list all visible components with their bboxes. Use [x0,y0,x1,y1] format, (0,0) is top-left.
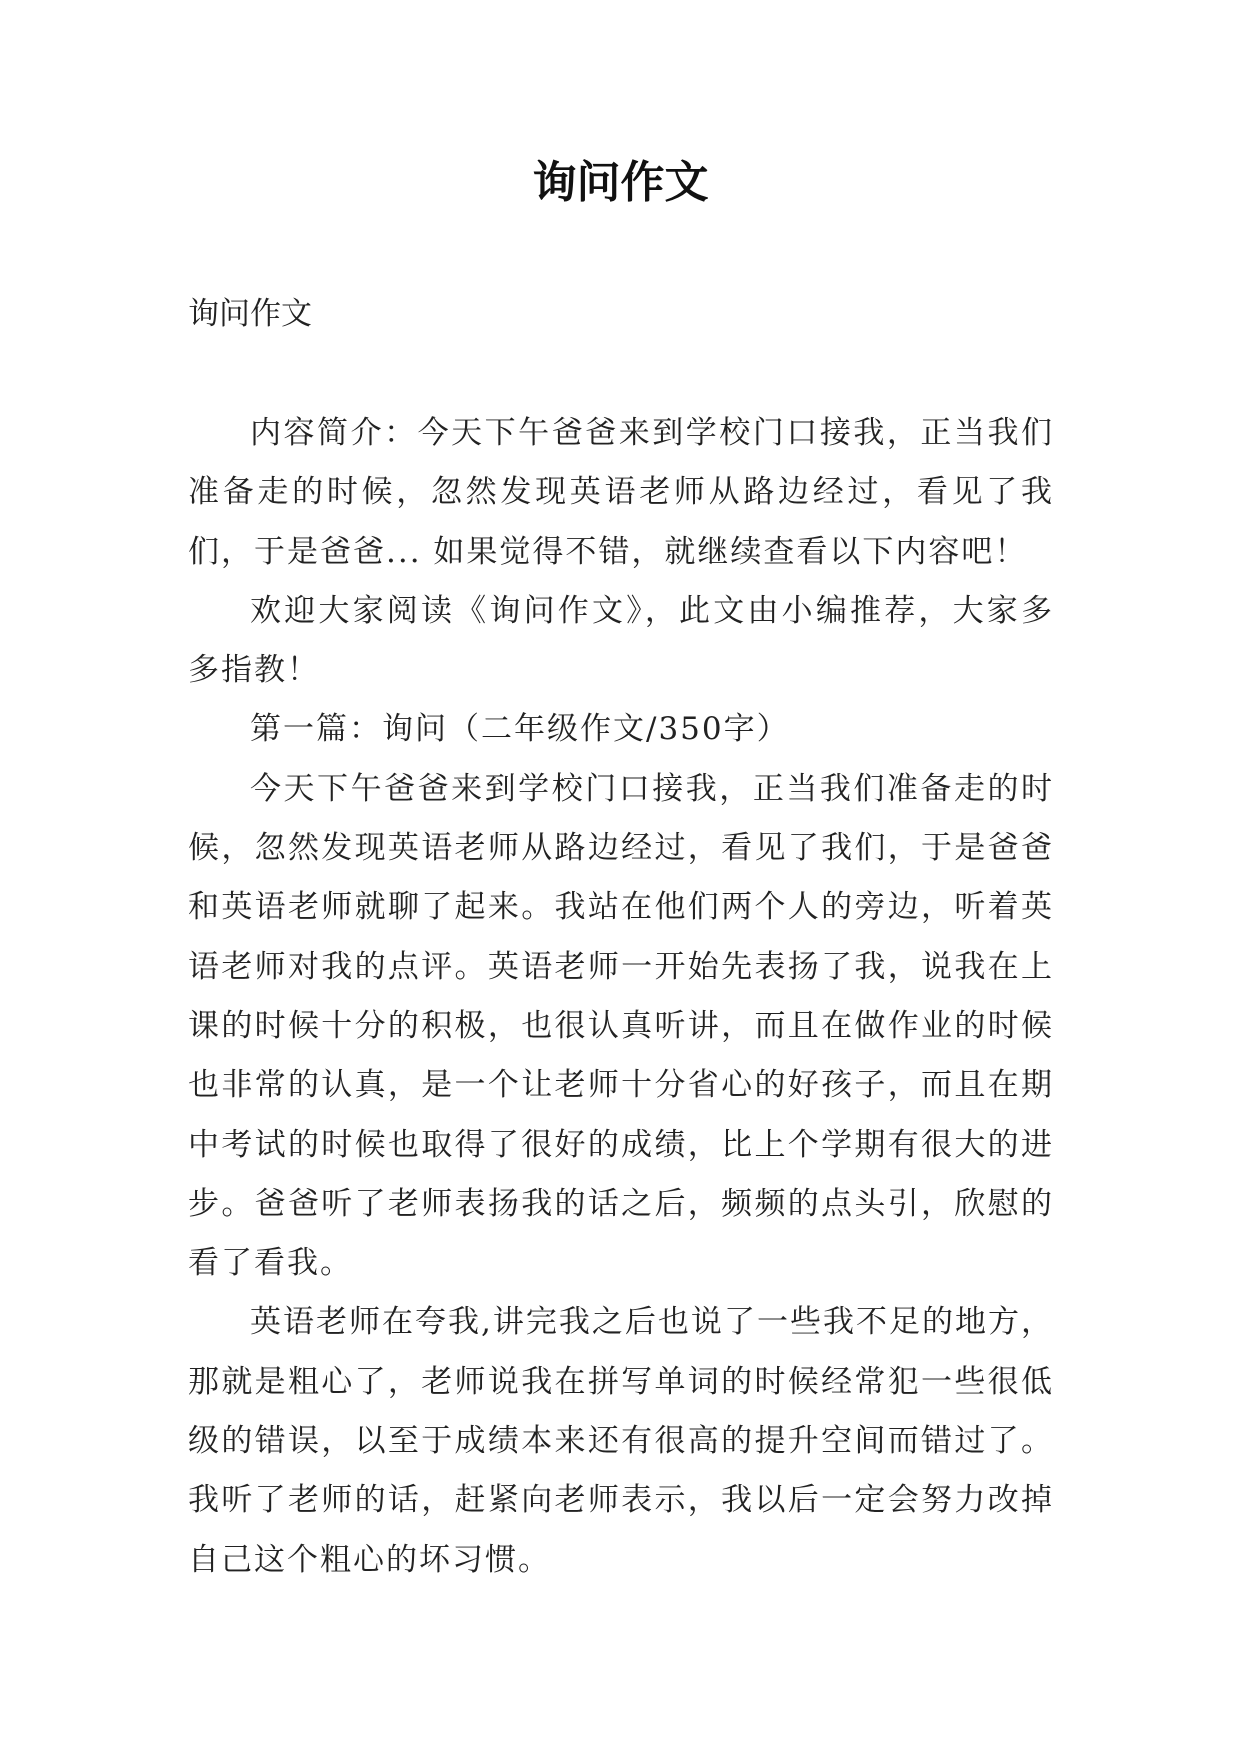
paragraph-intro: 内容简介：今天下午爸爸来到学校门口接我，正当我们准备走的时候，忽然发现英语老师从路边经过，看见了我们，于是爸爸... 如果觉得不错，就继续查看以下内容吧！ [188,415,1054,570]
document-body [188,404,1054,1590]
paragraph-heading: 第一篇：询问（二年级作文/350字） [250,711,790,748]
document-title: 询问作文 [532,157,709,208]
paragraph-story: 今天下午爸爸来到学校门口接我，正当我们准备走的时候，忽然发现英语老师从路边经过，看见了我们，于是爸爸和英语老师就聊了起来。我站在他们两个人的旁边，听着英语老师对我的点评。英语老师一开始先表扬了我，说我在上课的时候十分的积极，也很认真听讲，而且在做作业的时候也非常的认真，是一个让老师十分省心的好孩子，而且在期中考试的时候也取得了很好的成绩，比上个学期有很大的进步。爸爸听了老师表扬我的话之后，频频的点头引，欣慰的看了看我。 [188,770,1054,1282]
paragraph-story-continued: 英语老师在夸我,讲完我之后也说了一些我不足的地方，那就是粗心了，老师说我在拼写单词的时候经常犯一些很低级的错误，以至于成绩本来还有很高的提升空间而错过了。我听了老师的话，赶紧向老师表示，我以后一定会努力改掉自己这个粗心的坏习惯。 [188,1304,1054,1578]
document-subtitle: 询问作文 [188,296,312,332]
paragraph-welcome: 欢迎大家阅读《询问作文》，此文由小编推荐，大家多多指教！ [188,592,1054,689]
